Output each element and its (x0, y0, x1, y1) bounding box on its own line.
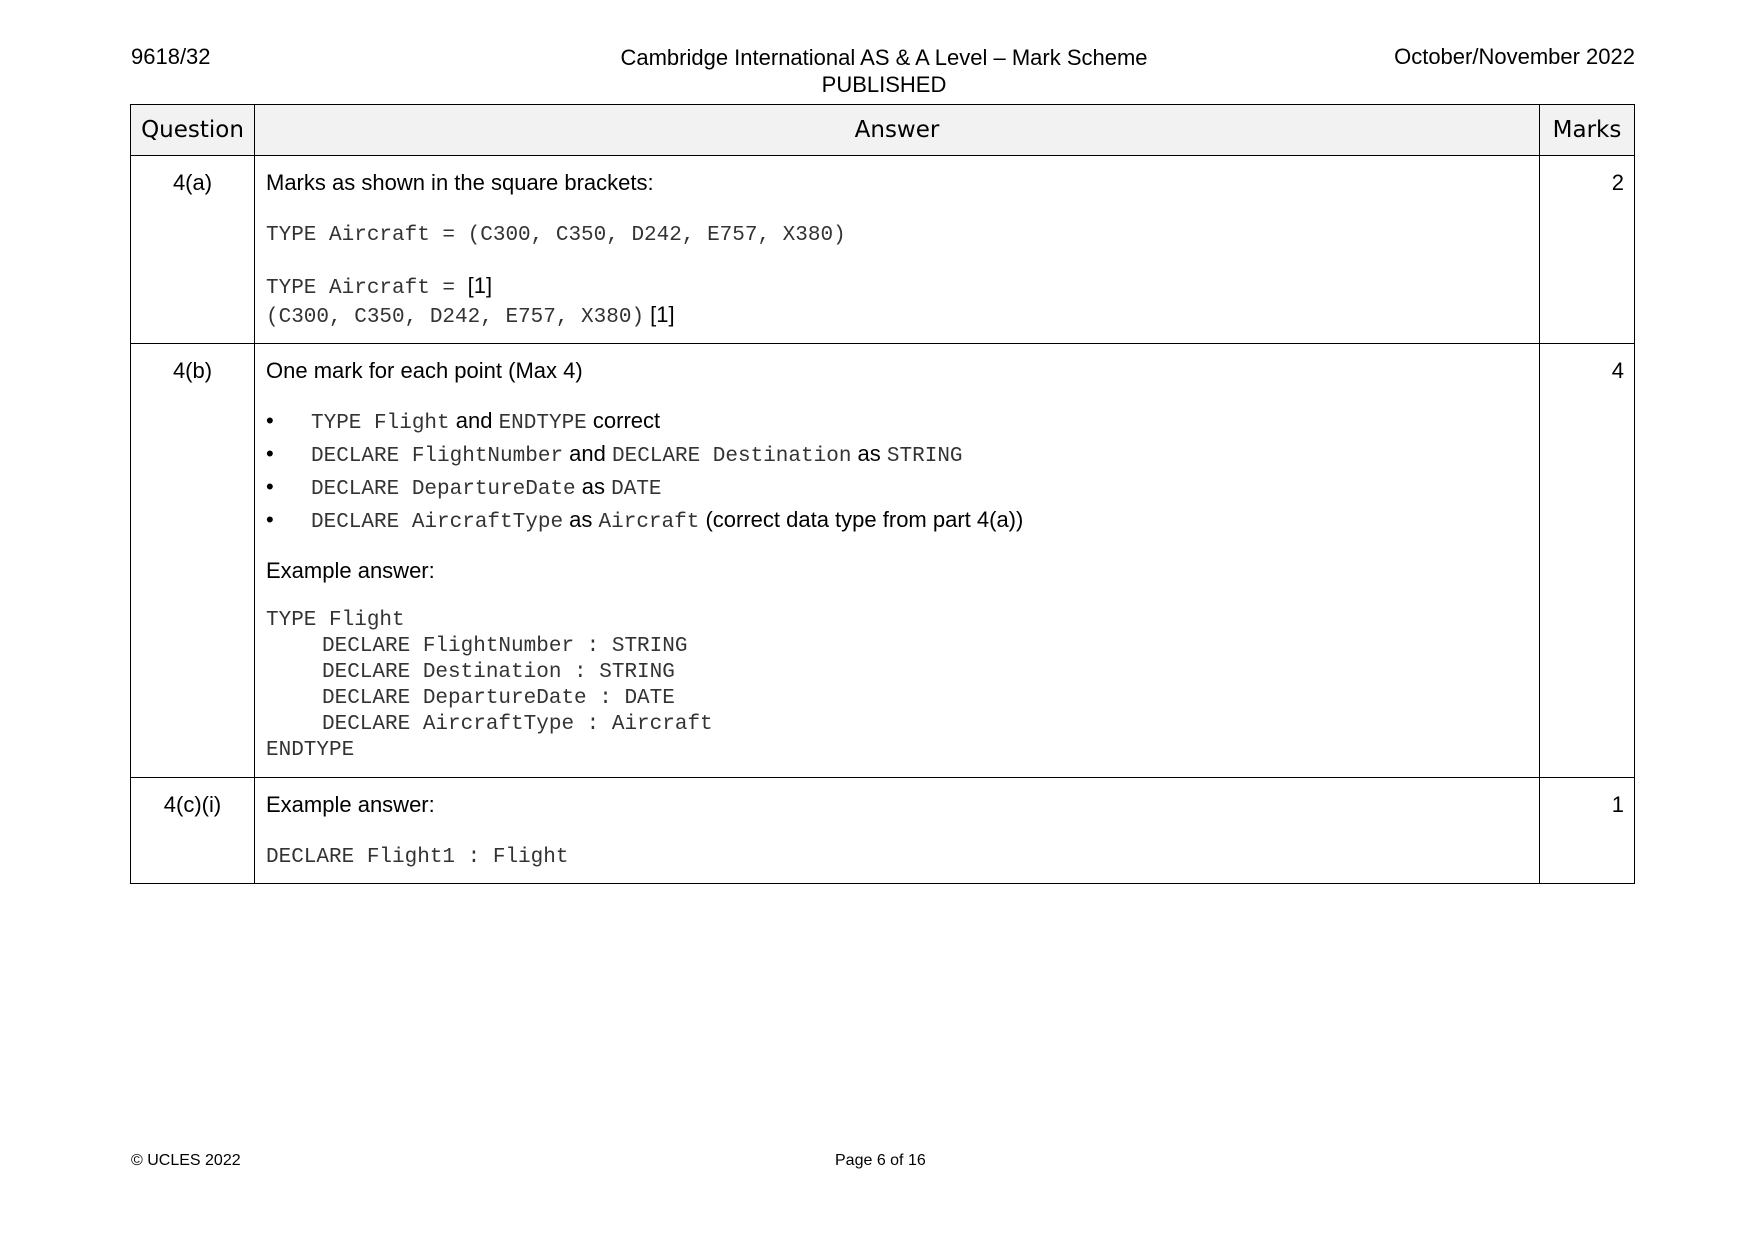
code-token: DATE (611, 478, 662, 501)
title-line-2: PUBLISHED (821, 72, 947, 97)
code-token: Aircraft (598, 511, 700, 534)
example-label: Example answer: (266, 792, 435, 817)
code-token: ENDTYPE (498, 412, 587, 435)
code-token: DECLARE DepartureDate (311, 478, 576, 501)
table-header-row (131, 105, 1635, 156)
code-line: DECLARE AircraftType : Aircraft (322, 713, 713, 736)
marks-value: 2 (1540, 156, 1635, 344)
question-column-header: Question (131, 105, 255, 156)
list-item (266, 439, 1529, 472)
bullet: • (266, 408, 274, 433)
bullet: • (266, 474, 274, 499)
code-token: STRING (886, 445, 963, 468)
list-item (266, 406, 1529, 439)
code-line: DECLARE Destination : STRING (322, 661, 675, 684)
code-token: DECLARE AircraftType (311, 511, 564, 534)
title-line-1: Cambridge International AS & A Level – Mark Scheme (620, 45, 1148, 70)
code-token: DECLARE Destination (611, 445, 852, 468)
point-text: and (449, 408, 499, 433)
bullet: • (266, 441, 274, 466)
mark-indicator: [1] (644, 302, 675, 327)
code-line: ENDTYPE (266, 739, 355, 762)
table-row (131, 344, 1635, 778)
mark-scheme-table (130, 104, 1635, 884)
example-label: Example answer: (266, 558, 435, 583)
marks-value: 4 (1540, 344, 1635, 778)
copyright-notice: © UCLES 2022 (131, 1152, 241, 1169)
code-line: TYPE Aircraft = (C300, C350, D242, E757, X380) (266, 224, 846, 247)
exam-session: October/November 2022 (1394, 44, 1635, 69)
code-line: (C300, C350, D242, E757, X380) (266, 306, 645, 329)
question-number: 4(b) (131, 344, 255, 778)
bullet: • (266, 507, 274, 532)
list-item (266, 472, 1529, 505)
list-item (266, 505, 1529, 538)
code-line: TYPE Aircraft = (266, 277, 468, 300)
question-number: 4(a) (131, 156, 255, 344)
answer-cell (255, 156, 1540, 344)
example-code-block (266, 608, 1529, 764)
page-number: Page 6 of 16 (835, 1152, 926, 1169)
mark-points-list (266, 406, 1529, 538)
point-text: as (563, 507, 599, 532)
answer-column-header: Answer (255, 105, 1540, 156)
point-text: and (563, 441, 612, 466)
answer-intro: Marks as shown in the square brackets: (266, 170, 654, 195)
code-line: DECLARE DepartureDate : DATE (322, 687, 675, 710)
mark-indicator: [1] (467, 273, 493, 298)
code-line: DECLARE Flight1 : Flight (266, 846, 569, 869)
answer-intro: One mark for each point (Max 4) (266, 358, 583, 383)
point-text: (correct data type from part 4(a)) (699, 507, 1024, 532)
document-code: 9618/32 (131, 44, 211, 69)
answer-cell (255, 778, 1540, 884)
code-token: TYPE Flight (311, 412, 450, 435)
point-text: as (575, 474, 612, 499)
point-text: correct (586, 408, 661, 433)
code-line: DECLARE FlightNumber : STRING (322, 635, 688, 658)
marks-column-header: Marks (1540, 105, 1635, 156)
table-row (131, 778, 1635, 884)
table-row (131, 156, 1635, 344)
answer-cell (255, 344, 1540, 778)
question-number: 4(c)(i) (131, 778, 255, 884)
code-token: DECLARE FlightNumber (311, 445, 564, 468)
point-text: as (851, 441, 887, 466)
marks-value: 1 (1540, 778, 1635, 884)
code-line: TYPE Flight (266, 609, 405, 632)
